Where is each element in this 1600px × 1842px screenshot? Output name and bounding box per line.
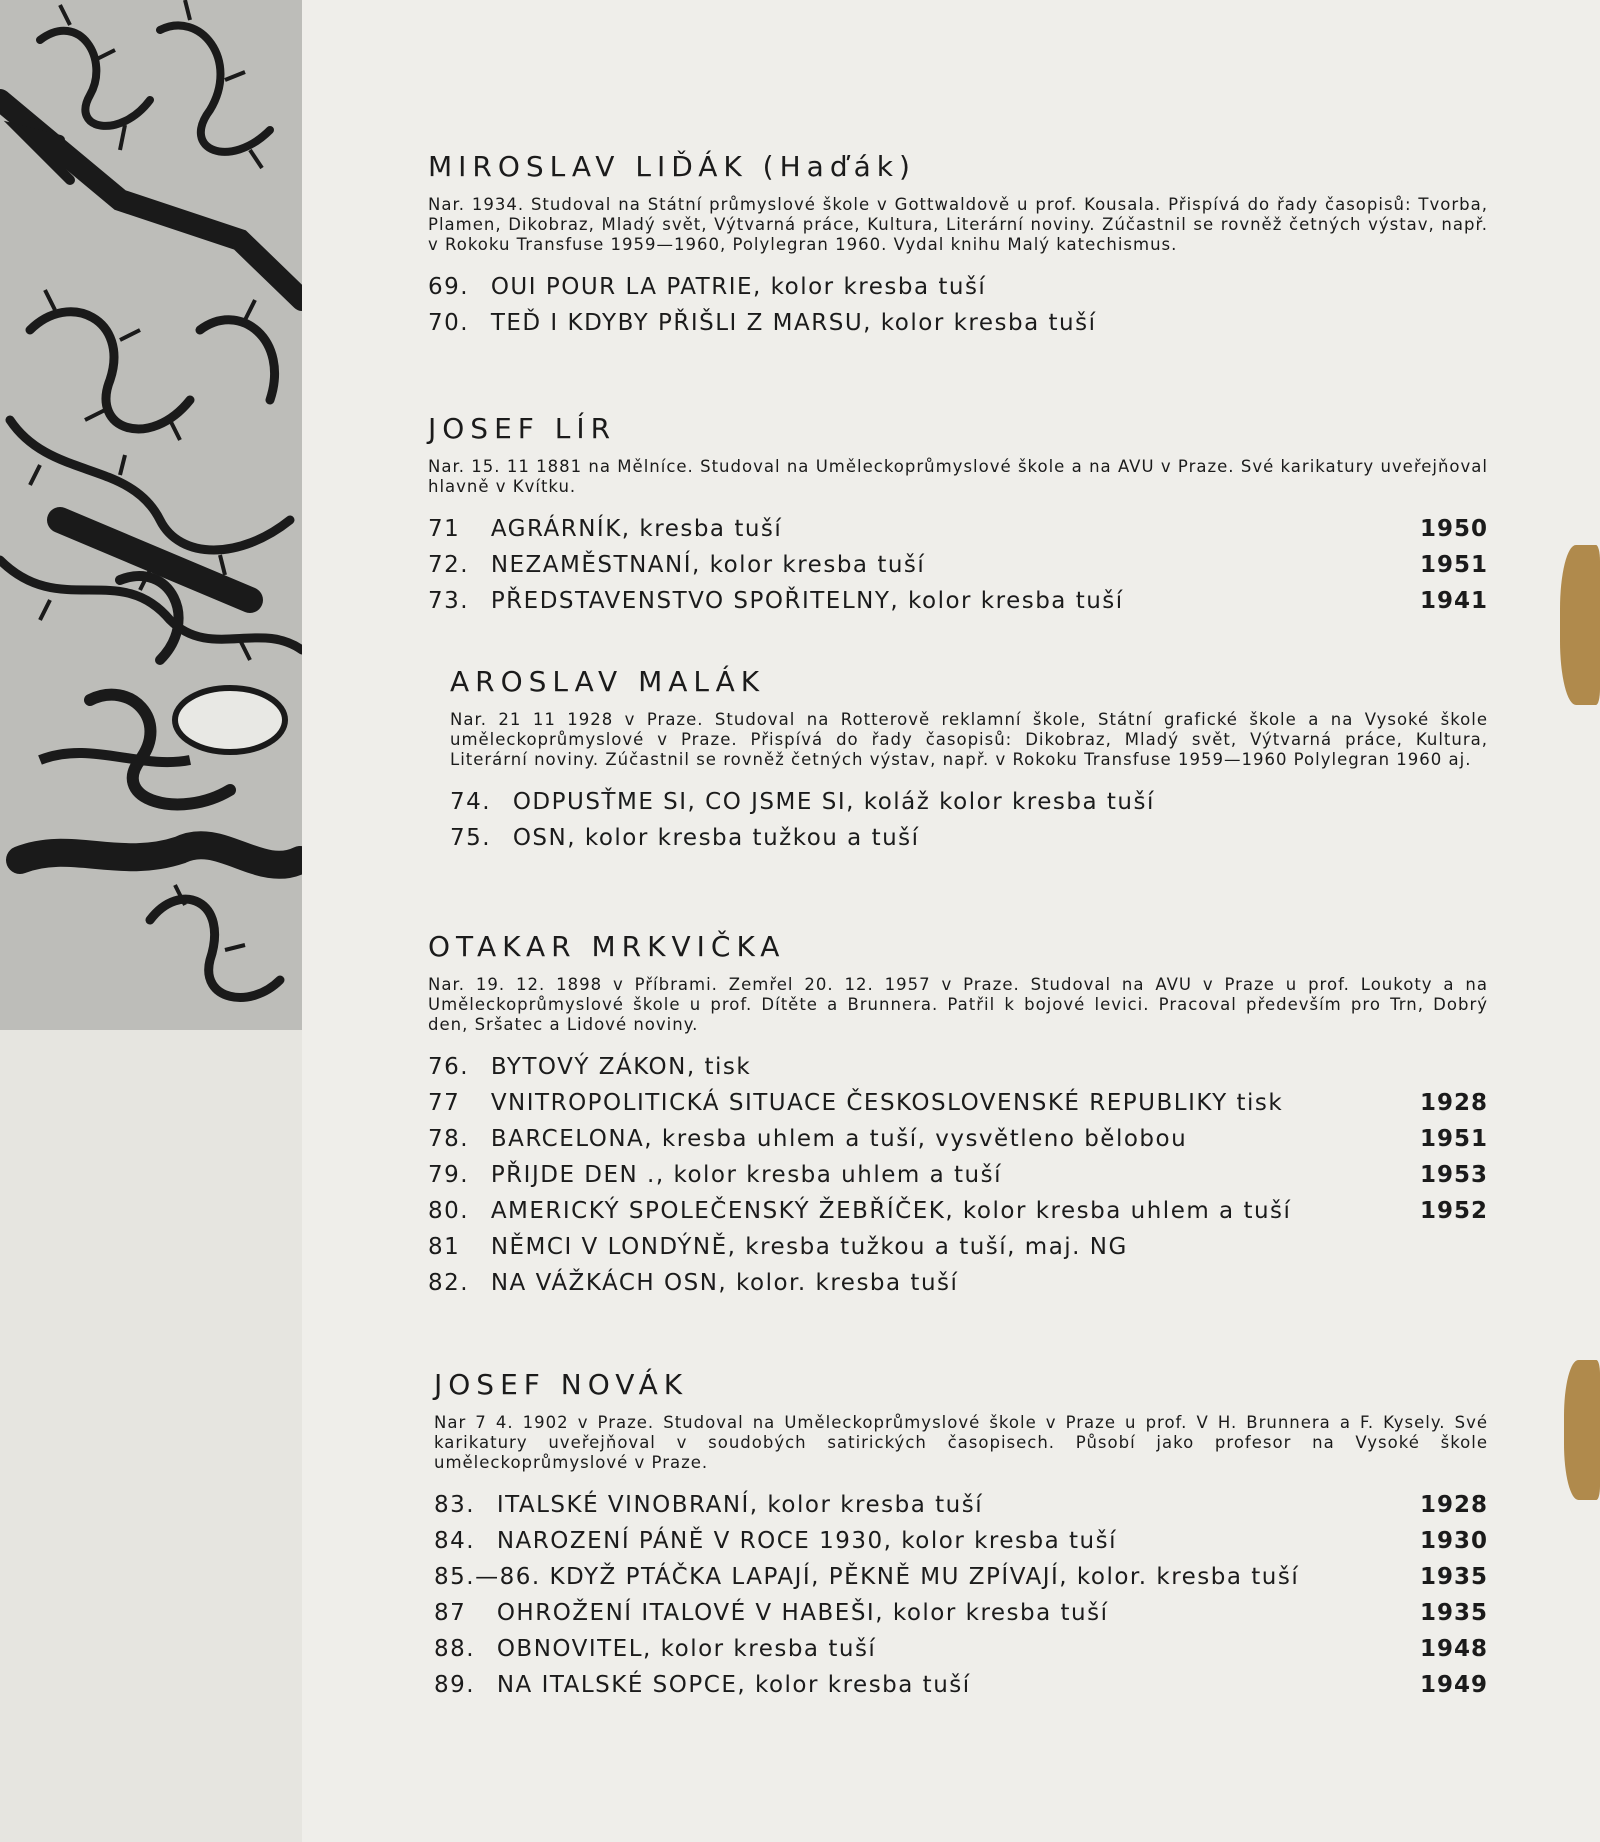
- work-item: [450, 820, 1488, 856]
- work-number: 74.: [450, 789, 492, 815]
- artist-bio: Nar. 19. 12. 1898 v Příbrami. Zemřel 20. 12. 1957 v Praze. Studoval na AVU v Praze u prof. Loukoty a na Uměleckoprůmyslové škole u prof. Dítěte a Brunnera. Patřil k bojové levici. Pracoval především pro Trn, Dobrý den, Sršatec a Lidové noviny.: [428, 975, 1488, 1034]
- work-title: VNITROPOLITICKÁ SITUACE ČESKOSLOVENSKÉ REPUBLIKY tisk: [490, 1090, 1284, 1116]
- work-year: 1930: [1419, 1528, 1488, 1554]
- work-title: OHROŽENÍ ITALOVÉ V HABEŠI, kolor kresba tuší: [496, 1600, 1109, 1626]
- artist-name: AROSLAV MALÁK: [450, 665, 766, 698]
- barbed-wire-illustration: [0, 0, 302, 1030]
- work-item: [428, 583, 1488, 619]
- work-number: 87: [434, 1600, 467, 1626]
- work-number: 76.: [428, 1054, 470, 1080]
- work-title: ODPUSŤME SI, CO JSME SI, koláž kolor kresba tuší: [512, 789, 1155, 815]
- work-number: 75.: [450, 825, 492, 851]
- work-title: OSN, kolor kresba tužkou a tuší: [512, 825, 920, 851]
- work-title: NEZAMĚSTNANÍ, kolor kresba tuší: [490, 552, 926, 578]
- artist-name: OTAKAR MRKVIČKA: [428, 930, 786, 963]
- work-title: PŘIJDE DEN ., kolor kresba uhlem a tuší: [490, 1162, 1002, 1188]
- artist-entry: [428, 930, 1488, 1301]
- illustration-margin: [0, 1030, 302, 1842]
- artist-entry: [450, 665, 1488, 856]
- work-year: 1951: [1419, 1126, 1488, 1152]
- work-item: [428, 1085, 1488, 1121]
- work-title: NA ITALSKÉ SOPCE, kolor kresba tuší: [496, 1672, 971, 1698]
- artist-entry: [434, 1368, 1488, 1703]
- artist-bio: Nar. 15. 11 1881 na Mělníce. Studoval na Uměleckoprůmyslové škole a na AVU v Praze. Své karikatury uveřejňoval hlavně v Kvítku.: [428, 457, 1488, 496]
- work-number: 71: [428, 516, 461, 542]
- work-number: 72.: [428, 552, 470, 578]
- cover-illustration: [0, 0, 302, 1030]
- work-item: [434, 1631, 1488, 1667]
- work-title: BARCELONA, kresba uhlem a tuší, vysvětleno bělobou: [490, 1126, 1188, 1152]
- work-item: [428, 305, 1488, 341]
- artist-bio: Nar 7 4. 1902 v Praze. Studoval na Uměleckoprůmyslové škole v Praze u prof. V H. Brunnera a F. Kysely. Své karikatury uveřejňoval v soudobých satirických časopisech. Působí jako profesor na Vysoké škole uměleckoprůmyslové v Praze.: [434, 1413, 1488, 1472]
- work-title: OBNOVITEL, kolor kresba tuší: [496, 1636, 877, 1662]
- work-number: 73.: [428, 588, 470, 614]
- artist-bio: Nar. 1934. Studoval na Státní průmyslové škole v Gottwaldově u prof. Kousala. Přispívá do řady časopisů: Tvorba, Plamen, Dikobraz, Mladý svět, Výtvarná práce, Kultura, Literární noviny. Zúčastnil se rovněž četných výstav, např. v Rokoku Transfuse 1959—1960, Polylegran 1960. Vydal knihu Malý katechismus.: [428, 195, 1488, 254]
- artist-name: JOSEF NOVÁK: [434, 1368, 689, 1401]
- artist-name: JOSEF LÍR: [428, 412, 617, 445]
- work-number: 70.: [428, 310, 470, 336]
- work-item: [434, 1595, 1488, 1631]
- work-item: [428, 511, 1488, 547]
- work-number: 85.—86.: [434, 1564, 541, 1590]
- work-title: ITALSKÉ VINOBRANÍ, kolor kresba tuší: [496, 1492, 984, 1518]
- work-number: 80.: [428, 1198, 470, 1224]
- work-item: [428, 1193, 1488, 1229]
- work-item: [434, 1487, 1488, 1523]
- work-year: 1928: [1419, 1492, 1488, 1518]
- work-number: 89.: [434, 1672, 476, 1698]
- work-year: 1951: [1419, 552, 1488, 578]
- work-year: 1928: [1419, 1090, 1488, 1116]
- work-number: 83.: [434, 1492, 476, 1518]
- work-item: [428, 1265, 1488, 1301]
- work-title: TEĎ I KDYBY PŘIŠLI Z MARSU, kolor kresba tuší: [490, 310, 1097, 336]
- work-year: 1953: [1419, 1162, 1488, 1188]
- work-title: AMERICKÝ SPOLEČENSKÝ ŽEBŘÍČEK, kolor kresba uhlem a tuší: [490, 1198, 1292, 1224]
- artist-name: MIROSLAV LIĎÁK (Haďák): [428, 150, 916, 183]
- work-year: 1941: [1419, 588, 1488, 614]
- work-item: [428, 1157, 1488, 1193]
- work-item: [434, 1523, 1488, 1559]
- work-title: BYTOVÝ ZÁKON, tisk: [490, 1054, 752, 1080]
- work-item: [428, 1229, 1488, 1265]
- paper-stain: [1560, 545, 1600, 705]
- work-title: NĚMCI V LONDÝNĚ, kresba tužkou a tuší, maj. NG: [490, 1234, 1128, 1260]
- work-title: NAROZENÍ PÁNĚ V ROCE 1930, kolor kresba tuší: [496, 1528, 1117, 1554]
- work-number: 69.: [428, 274, 470, 300]
- work-year: 1935: [1419, 1600, 1488, 1626]
- work-item: [428, 1049, 1488, 1085]
- work-title: AGRÁRNÍK, kresba tuší: [490, 516, 783, 542]
- work-year: 1949: [1419, 1672, 1488, 1698]
- work-item: [428, 547, 1488, 583]
- artist-entry: [428, 150, 1488, 341]
- work-number: 78.: [428, 1126, 470, 1152]
- work-number: 84.: [434, 1528, 476, 1554]
- work-item: [428, 269, 1488, 305]
- work-item: [428, 1121, 1488, 1157]
- work-year: 1948: [1419, 1636, 1488, 1662]
- artist-entry: [428, 412, 1488, 619]
- work-number: 88.: [434, 1636, 476, 1662]
- artist-bio: Nar. 21 11 1928 v Praze. Studoval na Rotterově reklamní škole, Státní grafické škole a na Vysoké škole uměleckoprůmyslové v Praze. Přispívá do řady časopisů: Dikobraz, Mladý svět, Výtvarná práce, Kultura, Literární noviny. Zúčastnil se rovněž četných výstav, např. v Rokoku Transfuse 1959—1960 Polylegran 1960 aj.: [450, 710, 1488, 769]
- work-number: 81: [428, 1234, 461, 1260]
- work-item: [434, 1667, 1488, 1703]
- work-title: NA VÁŽKÁCH OSN, kolor. kresba tuší: [490, 1270, 959, 1296]
- work-title: OUI POUR LA PATRIE, kolor kresba tuší: [490, 274, 987, 300]
- work-item: [434, 1559, 1488, 1595]
- work-year: 1952: [1419, 1198, 1488, 1224]
- work-item: [450, 784, 1488, 820]
- paper-stain: [1564, 1360, 1600, 1500]
- work-number: 77: [428, 1090, 461, 1116]
- work-number: 79.: [428, 1162, 470, 1188]
- work-year: 1950: [1419, 516, 1488, 542]
- work-year: 1935: [1419, 1564, 1488, 1590]
- work-title: PŘEDSTAVENSTVO SPOŘITELNY, kolor kresba tuší: [490, 588, 1124, 614]
- work-title: KDYŽ PTÁČKA LAPAJÍ, PĚKNĚ MU ZPÍVAJÍ, kolor. kresba tuší: [549, 1564, 1300, 1590]
- work-number: 82.: [428, 1270, 470, 1296]
